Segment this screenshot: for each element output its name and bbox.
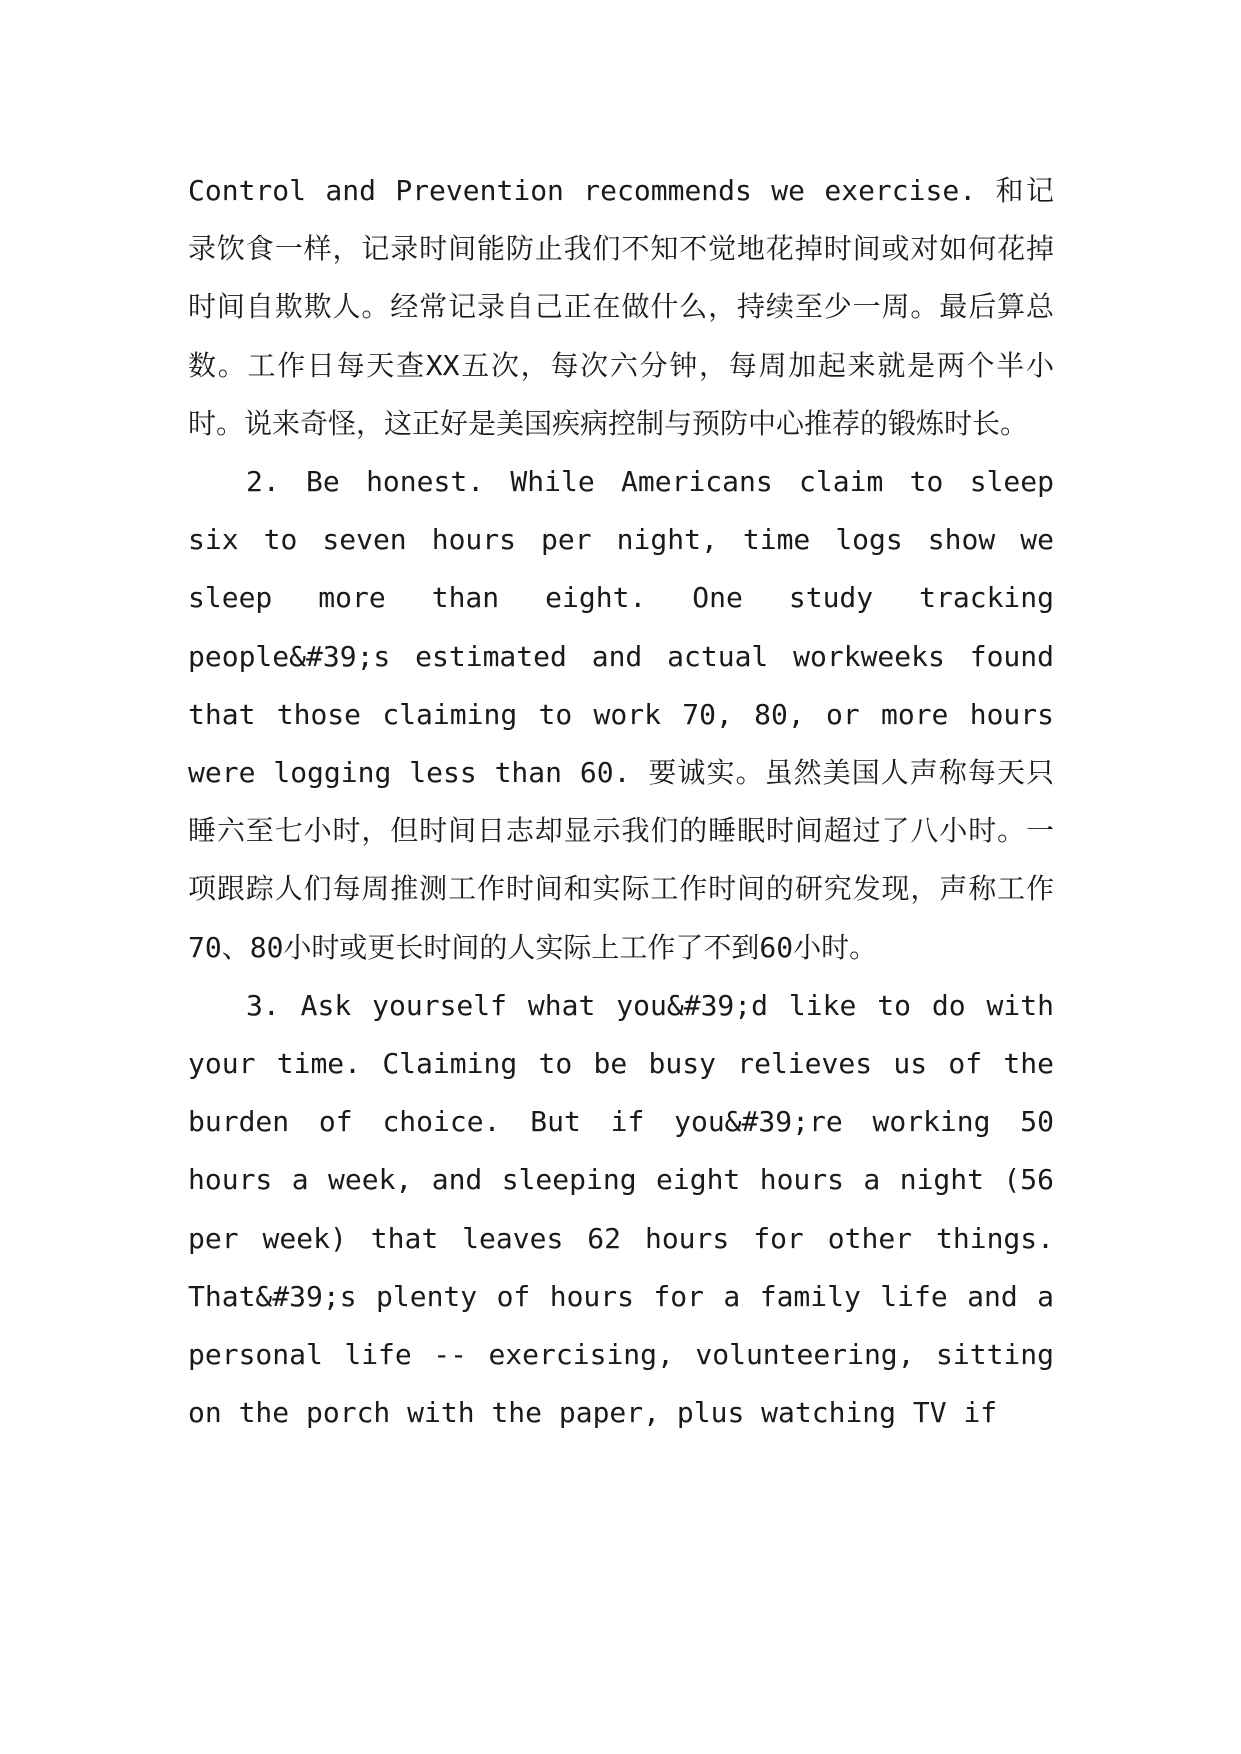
- paragraph-be-honest: 2. Be honest. While Americans claim to sleep six to seven hours per night, time logs show we sleep more than eight. One study tracking people&#39;s estimated and actual workweeks found that those claiming to work 70, 80, or more hours were logging less than 60. 要诚实。虽然美国人声称每天只睡六至七小时，但时间日志却显示我们的睡眠时间超过了八小时。一项跟踪人们每周推测工作时间和实际工作时间的研究发现，声称工作70、80小时或更长时间的人实际上工作了不到60小时。: [188, 465, 1054, 964]
- paragraph-ask-yourself: 3. Ask yourself what you&#39;d like to do with your time. Claiming to be busy relieves us of the burden of choice. But if you&#39;re working 50 hours a week, and sleeping eight hours a night (56 per week) that leaves 62 hours for other things. That&#39;s plenty of hours for a family life and a personal life -- exercising, volunteering, sitting on the porch with the paper, plus watching TV if: [188, 988, 1054, 1430]
- paragraph-continuation: Control and Prevention recommends we exercise. 和记录饮食一样，记录时间能防止我们不知不觉地花掉时间或对如何花掉时间自欺欺人。经常记录自己正在做什么，持续至少一周。最后算总数。工作日每天查XX五次，每次六分钟，每周加起来就是两个半小时。说来奇怪，这正好是美国疾病控制与预防中心推荐的锻炼时长。: [188, 174, 1054, 440]
- document-page: [188, 162, 1054, 1442]
